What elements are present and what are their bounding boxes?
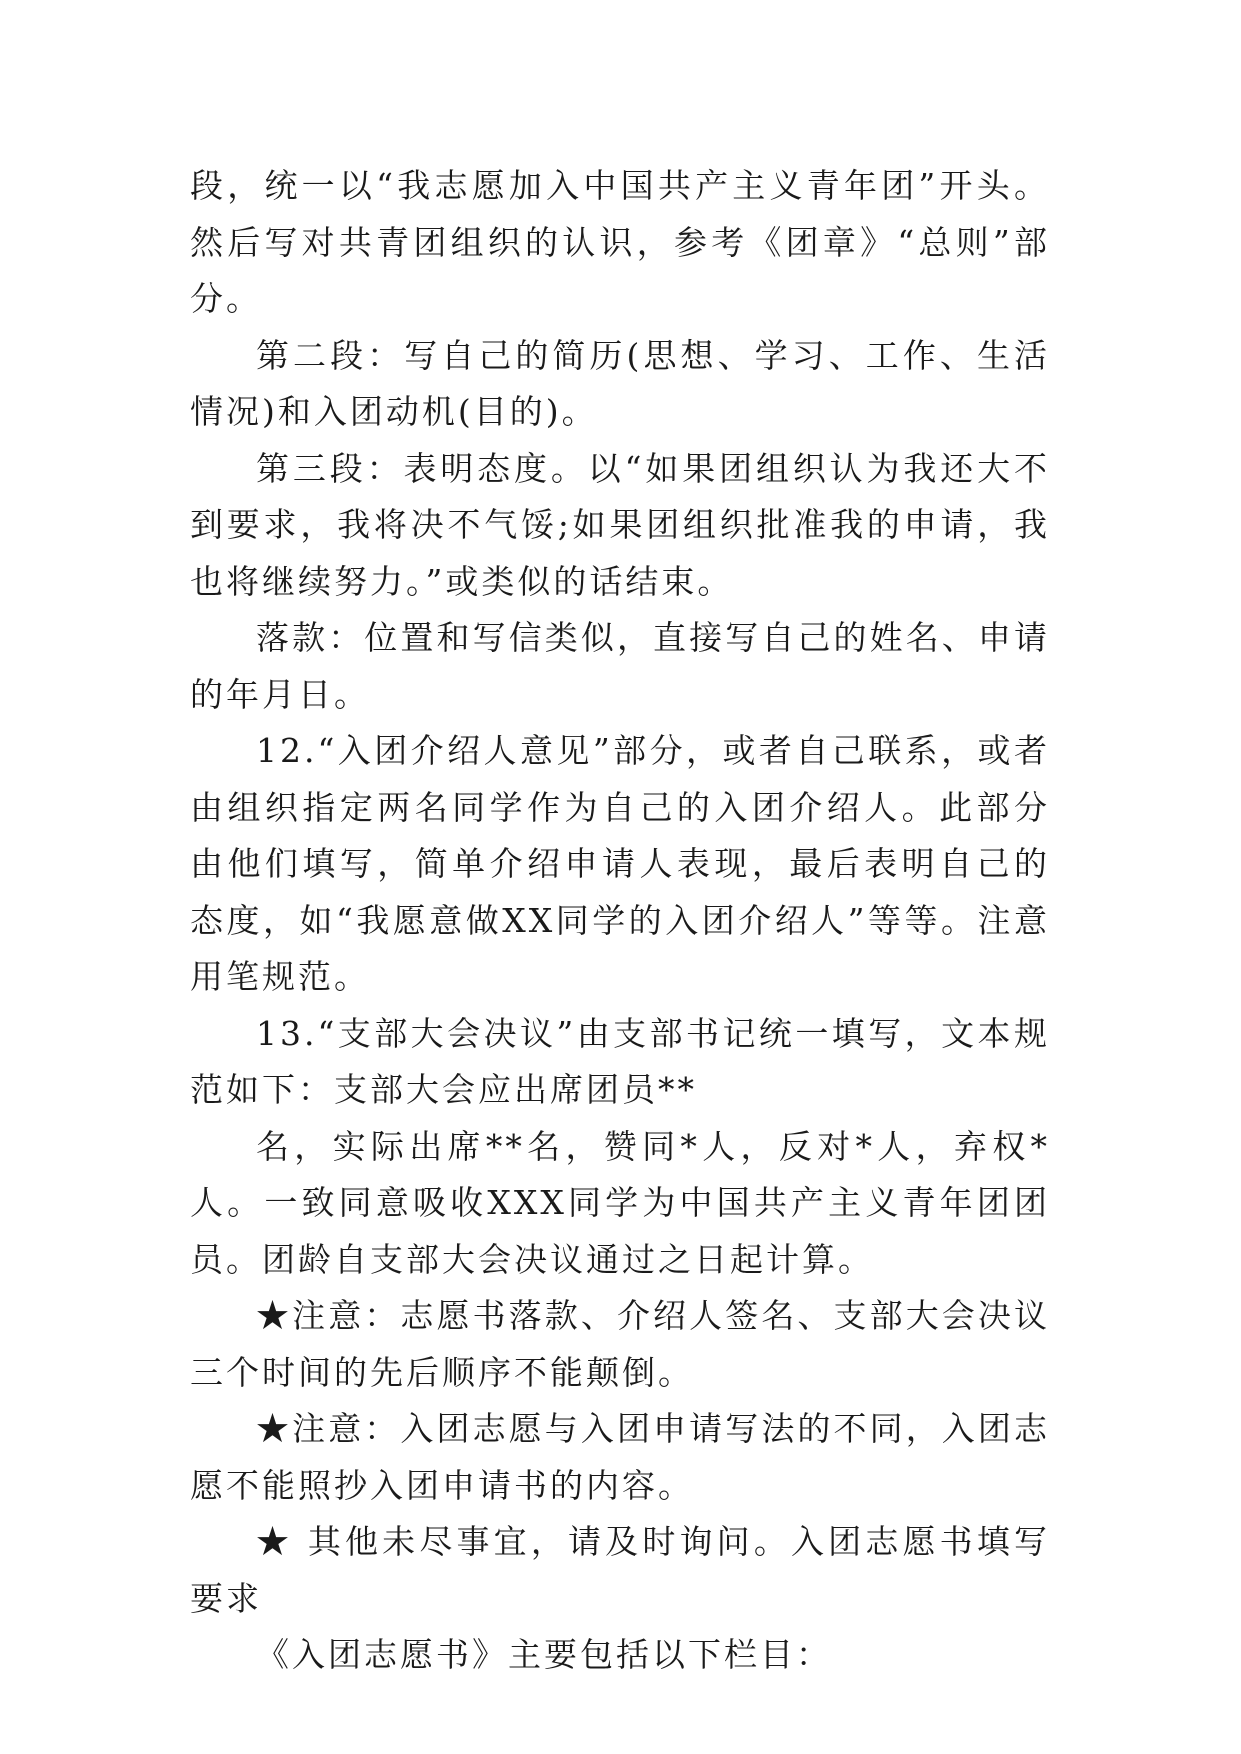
paragraph-11: 《入团志愿书》主要包括以下栏目： [256, 1635, 832, 1674]
paragraph-4: 落款：位置和写信类似，直接写自己的姓名、申请的年月日。 [190, 618, 1050, 714]
paragraph-8: ★注意：志愿书落款、介绍人签名、支部大会决议三个时间的先后顺序不能颠倒。 [190, 1296, 1050, 1392]
paragraph-6: 13.“支部大会决议”由支部书记统一填写，文本规范如下：支部大会应出席团员** [190, 1013, 1050, 1109]
paragraph-9: ★注意：入团志愿与入团申请写法的不同，入团志愿不能照抄入团申请书的内容。 [190, 1409, 1050, 1505]
paragraph-3: 第三段：表明态度。以“如果团组织认为我还大不到要求，我将决不气馁;如果团组织批准我的申请，我也将继续努力。”或类似的话结束。 [190, 448, 1050, 601]
document-body [190, 158, 1050, 1684]
paragraph-1: 段，统一以“我志愿加入中国共产主义青年团”开头。然后写对共青团组织的认识，参考《团章》“总则”部分。 [190, 166, 1050, 318]
paragraph-2: 第二段：写自己的简历(思想、学习、工作、生活情况)和入团动机(目的)。 [190, 335, 1050, 431]
paragraph-5: 12.“入团介绍人意见”部分，或者自己联系，或者由组织指定两名同学作为自己的入团介绍人。此部分由他们填写，简单介绍申请人表现，最后表明自己的态度，如“我愿意做XX同学的入团介绍人”等等。注意用笔规范。 [190, 731, 1050, 996]
paragraph-10: ★ 其他未尽事宜，请及时询问。入团志愿书填写要求 [190, 1522, 1050, 1618]
paragraph-7: 名，实际出席**名，赞同*人，反对*人，弃权*人。一致同意吸收XXX同学为中国共产主义青年团团员。团龄自支部大会决议通过之日起计算。 [190, 1126, 1050, 1279]
